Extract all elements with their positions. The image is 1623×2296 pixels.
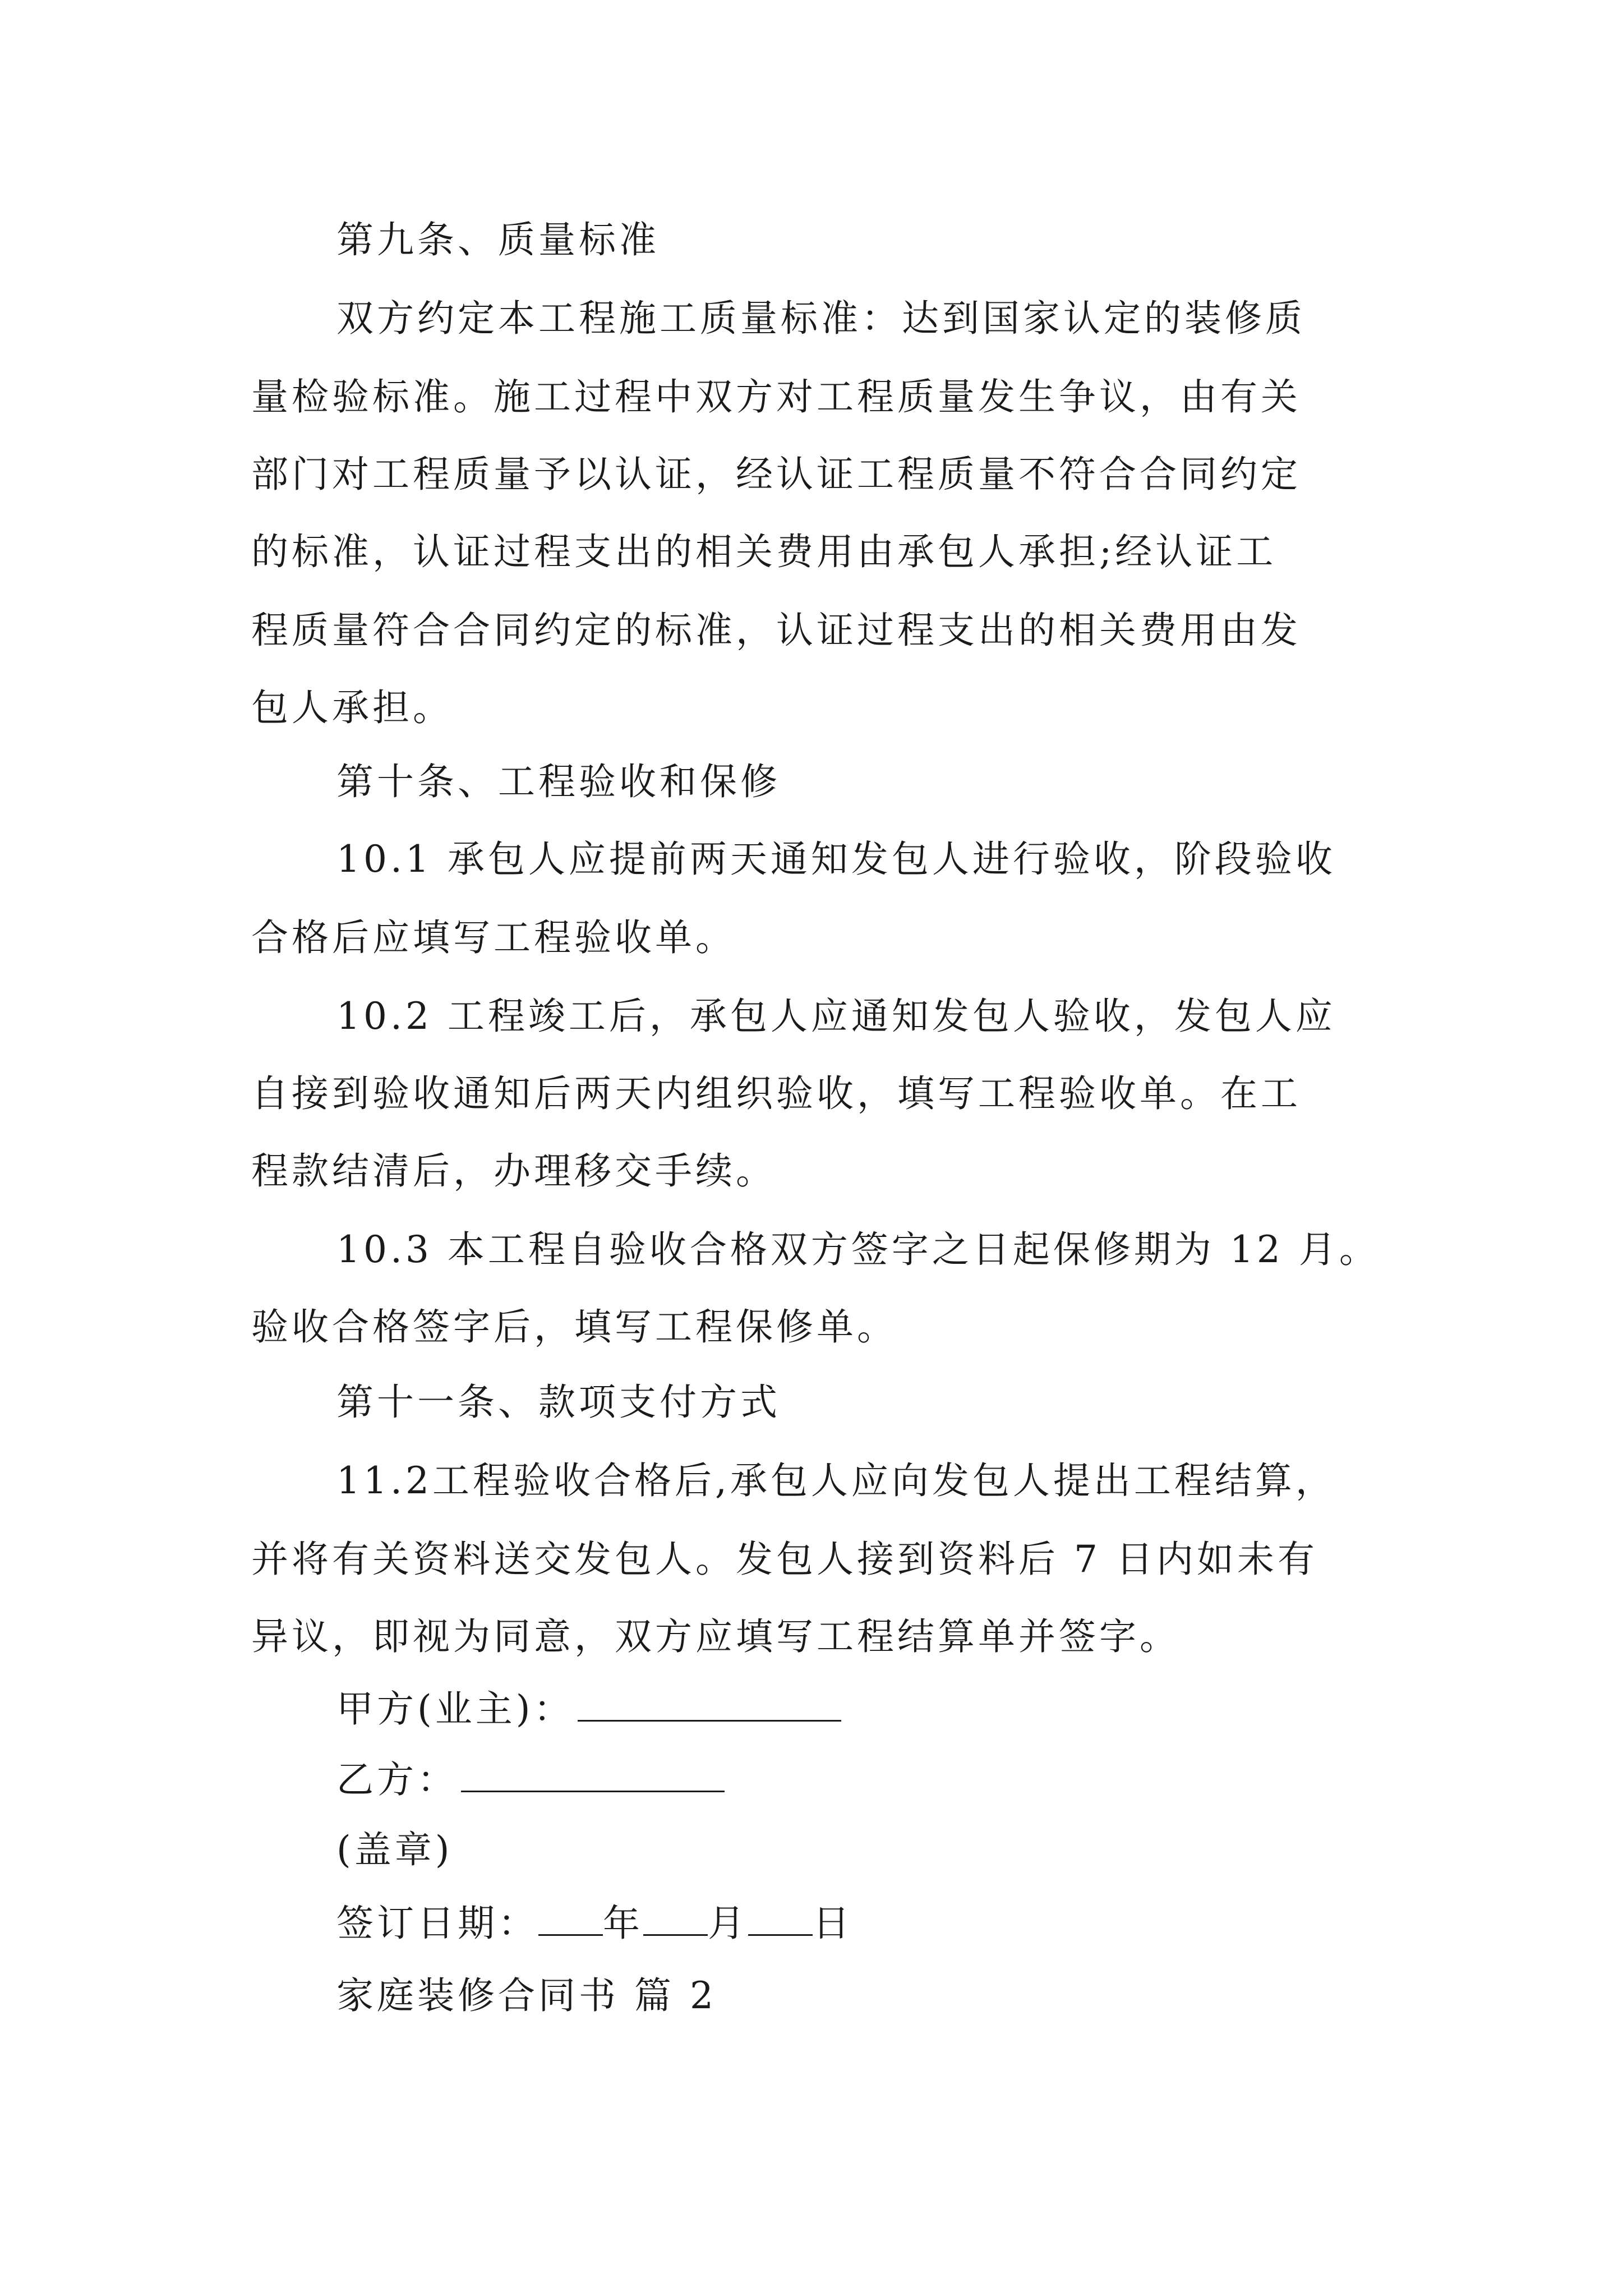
article-9-text-line: 双方约定本工程施工质量标准：达到国家认定的装修质 xyxy=(336,297,1306,340)
clause-10-1-line: 合格后应填写工程验收单。 xyxy=(251,916,736,959)
month-suffix: 月 xyxy=(708,1902,748,1945)
clause-10-3-line: 10.3 本工程自验收合格双方签字之日起保修期为 12 月。 xyxy=(336,1228,1380,1271)
day-blank xyxy=(748,1903,813,1936)
party-a-signature-blank xyxy=(578,1688,841,1722)
party-a-label: 甲方(业主)： xyxy=(336,1687,574,1731)
day-suffix: 日 xyxy=(813,1902,853,1945)
party-b-row xyxy=(336,1759,725,1801)
clause-10-3-line: 验收合格签字后，填写工程保修单。 xyxy=(251,1305,897,1349)
year-blank xyxy=(538,1903,603,1936)
article-10-title: 第十条、工程验收和保修 xyxy=(336,760,781,803)
article-9-title: 第九条、质量标准 xyxy=(336,218,660,261)
year-suffix: 年 xyxy=(603,1902,643,1945)
next-section-heading: 家庭装修合同书 篇 2 xyxy=(336,1974,717,2017)
article-9-text-line: 的标准，认证过程支出的相关费用由承包人承担;经认证工 xyxy=(251,530,1277,573)
sign-date-row xyxy=(336,1903,853,1944)
party-a-row xyxy=(336,1688,841,1730)
clause-11-2-line: 异议，即视为同意，双方应填写工程结算单并签字。 xyxy=(251,1615,1180,1658)
date-label: 签订日期： xyxy=(336,1902,538,1945)
party-b-label: 乙方： xyxy=(336,1758,458,1801)
clause-11-2-line: 11.2工程验收合格后,承包人应向发包人提出工程结算， xyxy=(336,1459,1336,1502)
clause-11-2-line: 并将有关资料送交发包人。发包人接到资料后 7 日内如未有 xyxy=(251,1538,1318,1581)
article-11-title: 第十一条、款项支付方式 xyxy=(336,1381,781,1424)
party-b-signature-blank xyxy=(461,1759,725,1792)
clause-10-2-line: 自接到验收通知后两天内组织验收，填写工程验收单。在工 xyxy=(251,1072,1301,1115)
clause-10-1-line: 10.1 承包人应提前两天通知发包人进行验收，阶段验收 xyxy=(336,838,1336,881)
clause-10-2-line: 10.2 工程竣工后，承包人应通知发包人验收，发包人应 xyxy=(336,995,1336,1038)
article-9-text-line: 部门对工程质量予以认证，经认证工程质量不符合合同约定 xyxy=(251,453,1301,496)
article-9-text-line: 包人承担。 xyxy=(251,686,453,729)
clause-10-2-line: 程款结清后，办理移交手续。 xyxy=(251,1149,776,1193)
month-blank xyxy=(643,1903,708,1936)
article-9-text-line: 量检验标准。施工过程中双方对工程质量发生争议，由有关 xyxy=(251,375,1301,418)
article-9-text-line: 程质量符合合同约定的标准，认证过程支出的相关费用由发 xyxy=(251,609,1301,652)
seal-label: (盖章) xyxy=(336,1828,453,1871)
